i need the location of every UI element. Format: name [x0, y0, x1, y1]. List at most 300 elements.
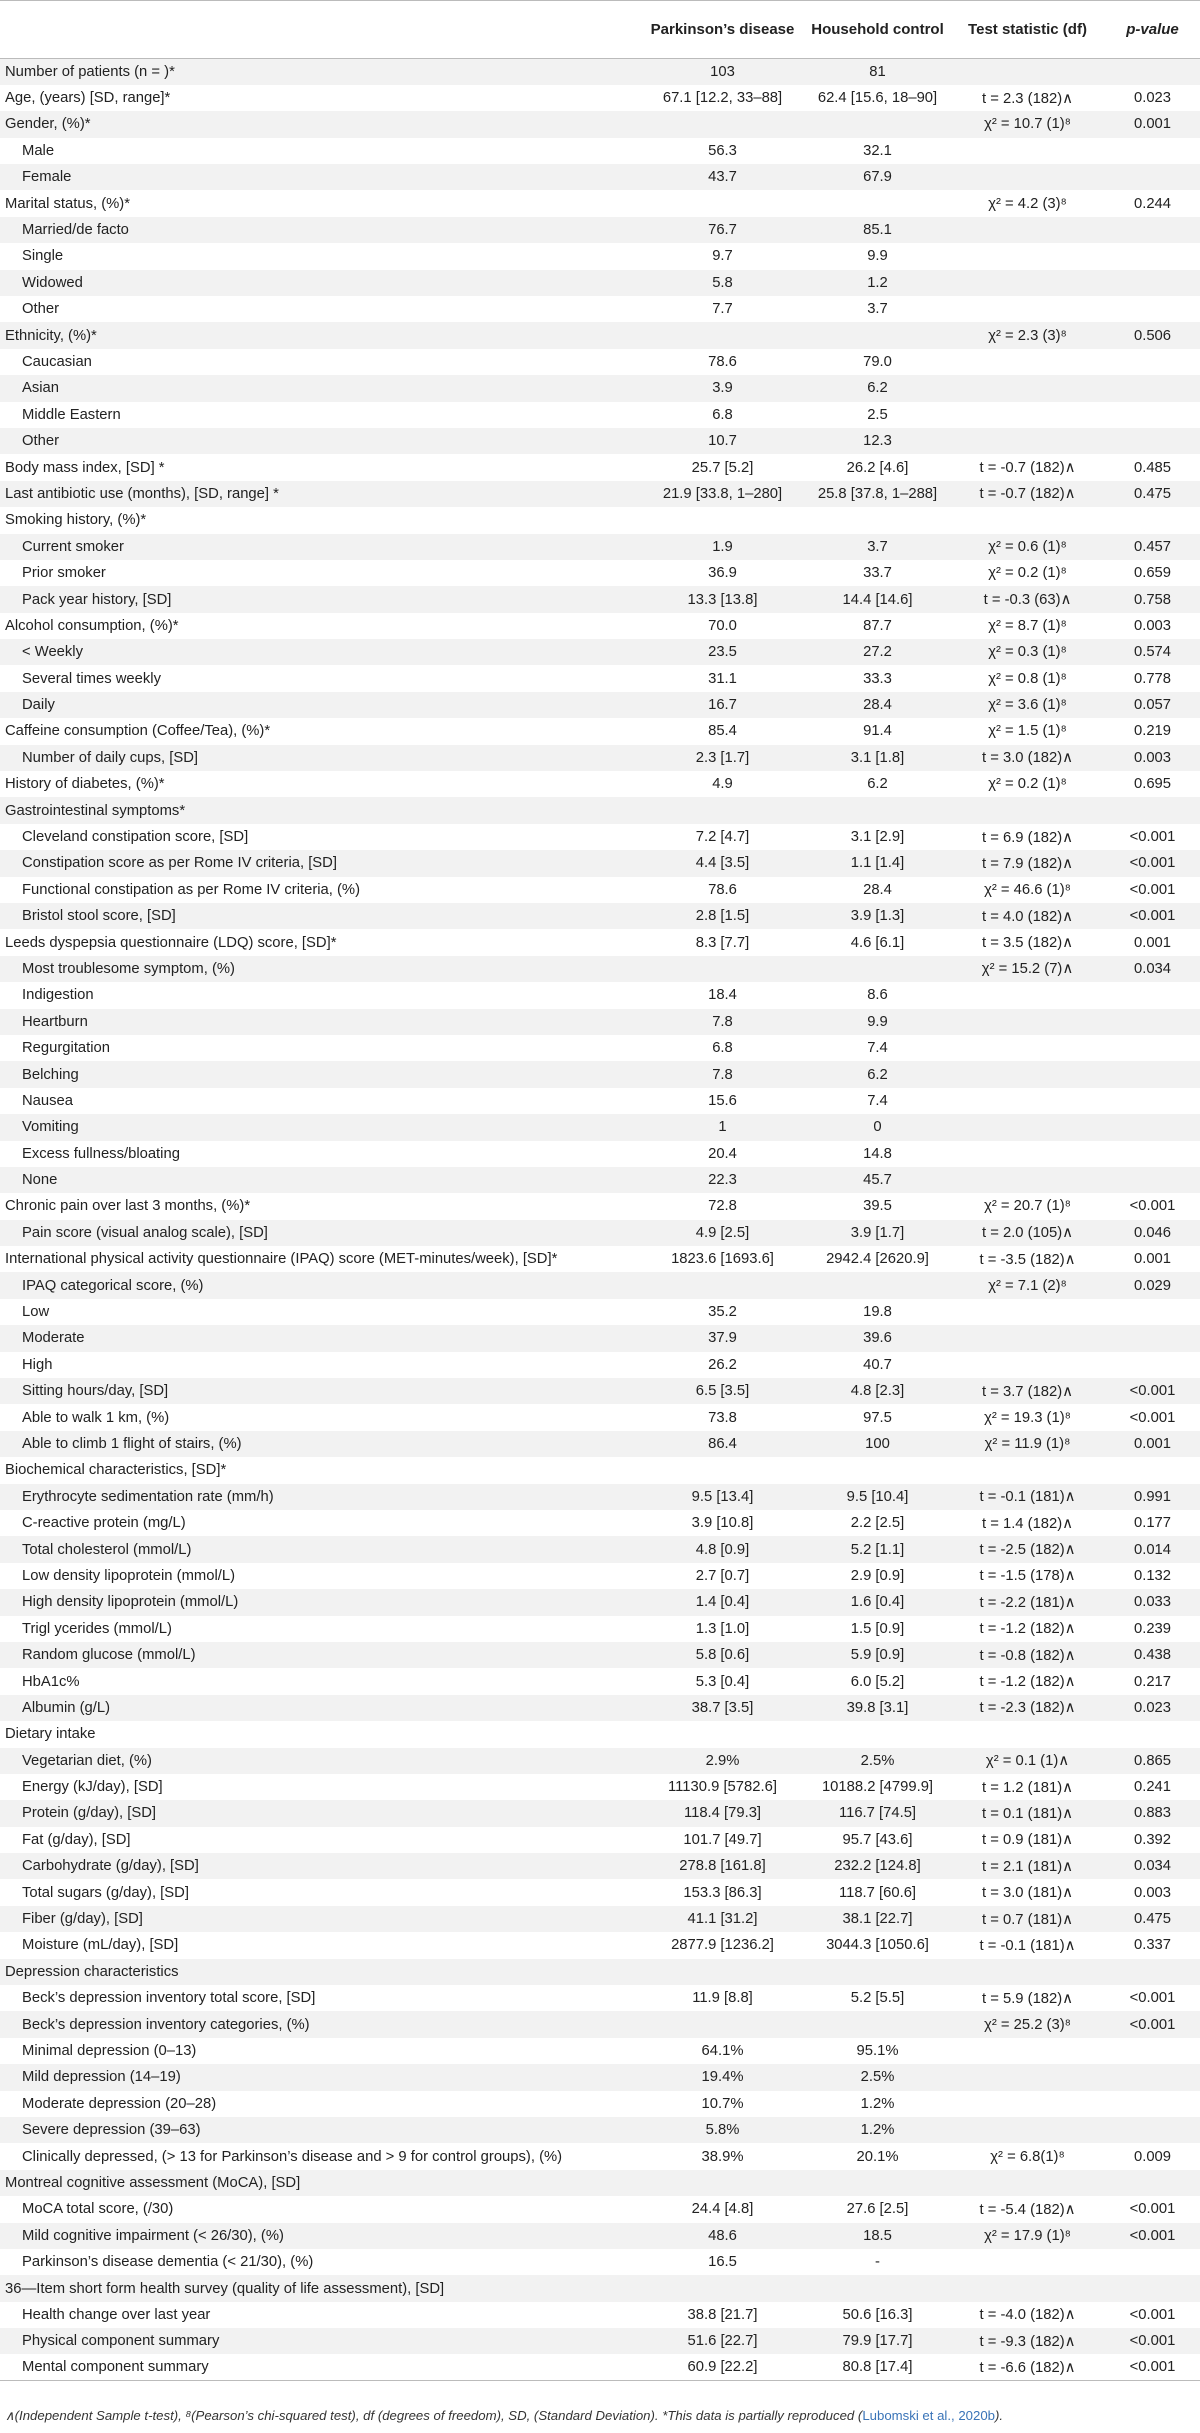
table-row: [0, 1193, 1200, 1219]
cell-p-value: 0.337: [1133, 1937, 1172, 1954]
cell-test-statistic: t = 2.1 (181)∧: [981, 1858, 1074, 1875]
cell-test-statistic: [950, 797, 1105, 823]
row-label: Pack year history, [SD]: [22, 591, 172, 608]
row-label: Smoking history, (%)*: [5, 512, 147, 529]
cell-parkinsons: 51.6 [22.7]: [687, 2333, 758, 2350]
table-row: [0, 1246, 1200, 1272]
cell-parkinsons: 41.1 [31.2]: [687, 1911, 758, 1928]
row-label: Mild cognitive impairment (< 26/30), (%): [22, 2227, 284, 2244]
row-label: Male: [22, 142, 55, 159]
cell-test-statistic: [950, 2249, 1105, 2275]
table-row: [0, 322, 1200, 348]
table-row: [0, 1272, 1200, 1298]
cell-test-statistic: t = 3.5 (182)∧: [981, 935, 1074, 952]
cell-p-value: [1105, 1167, 1200, 1193]
table-body: [0, 59, 1200, 2381]
row-label: Health change over last year: [22, 2306, 211, 2323]
cell-p-value: 0.485: [1133, 459, 1172, 476]
cell-p-value: [1105, 1352, 1200, 1378]
cell-test-statistic: [950, 2117, 1105, 2143]
table-row: [0, 1510, 1200, 1536]
cell-household-control: 27.2: [863, 644, 892, 661]
cell-parkinsons: 37.9: [708, 1330, 737, 1347]
row-label: International physical activity questionnaire (IPAQ) score (MET-minutes/week), [SD]*: [5, 1251, 558, 1268]
row-label: Carbohydrate (g/day), [SD]: [22, 1858, 199, 1875]
cell-test-statistic: t = 3.0 (182)∧: [981, 750, 1074, 767]
row-label: Moderate depression (20–28): [22, 2095, 217, 2112]
cell-test-statistic: χ² = 3.6 (1)⁸: [988, 697, 1067, 714]
cell-test-statistic: χ² = 20.7 (1)⁸: [984, 1198, 1071, 1215]
cell-p-value: <0.001: [1129, 2227, 1176, 2244]
cell-parkinsons: 2.3 [1.7]: [695, 749, 750, 766]
cell-household-control: 7.4: [867, 1092, 888, 1109]
table-row: [0, 1114, 1200, 1140]
row-label: Total cholesterol (mmol/L): [22, 1541, 192, 1558]
cell-p-value: [1105, 1457, 1200, 1483]
cell-parkinsons: 5.8%: [705, 2122, 740, 2139]
cell-parkinsons: [640, 1457, 805, 1483]
cell-test-statistic: [950, 982, 1105, 1008]
cell-test-statistic: t = 5.9 (182)∧: [981, 1990, 1074, 2007]
table-row: [0, 771, 1200, 797]
cell-p-value: 0.659: [1133, 565, 1172, 582]
cell-test-statistic: χ² = 2.3 (3)⁸: [988, 327, 1067, 344]
cell-test-statistic: t = -3.5 (182)∧: [979, 1251, 1076, 1268]
cell-household-control: 95.1%: [856, 2042, 899, 2059]
cell-test-statistic: χ² = 25.2 (3)⁸: [984, 2016, 1071, 2033]
table-row: [0, 560, 1200, 586]
row-label: Erythrocyte sedimentation rate (mm/h): [22, 1488, 274, 1505]
cell-test-statistic: χ² = 0.8 (1)⁸: [988, 670, 1067, 687]
cell-parkinsons: 38.9%: [701, 2148, 744, 2165]
cell-household-control: 6.2: [867, 380, 888, 397]
cell-p-value: 0.475: [1133, 485, 1172, 502]
cell-test-statistic: χ² = 0.2 (1)⁸: [988, 776, 1067, 793]
cell-parkinsons: 22.3: [708, 1172, 737, 1189]
cell-parkinsons: 7.2 [4.7]: [695, 829, 750, 846]
cell-test-statistic: [950, 1114, 1105, 1140]
cell-test-statistic: [950, 1325, 1105, 1351]
cell-parkinsons: 11130.9 [5782.6]: [668, 1779, 777, 1796]
cell-household-control: 118.7 [60.6]: [838, 1884, 917, 1901]
cell-p-value: 0.014: [1133, 1541, 1172, 1558]
cell-p-value: [1105, 2091, 1200, 2117]
cell-household-control: [805, 322, 950, 348]
row-label: Vegetarian diet, (%): [22, 1752, 152, 1769]
header-row: [0, 1, 1200, 59]
cell-p-value: <0.001: [1129, 2016, 1176, 2033]
table-row: [0, 692, 1200, 718]
cell-household-control: [805, 1457, 950, 1483]
table-row: [0, 138, 1200, 164]
row-label: Married/de facto: [22, 222, 129, 239]
cell-household-control: 39.6: [863, 1330, 892, 1347]
cell-household-control: 6.0 [5.2]: [850, 1673, 905, 1690]
cell-parkinsons: 6.8: [712, 406, 733, 423]
row-label: Marital status, (%)*: [5, 195, 130, 212]
header-household-control: Household control: [805, 1, 950, 59]
cell-household-control: 1.2: [867, 274, 888, 291]
cell-p-value: 0.009: [1133, 2148, 1172, 2165]
cell-p-value: 0.244: [1133, 195, 1172, 212]
cell-household-control: [805, 507, 950, 533]
cell-parkinsons: 20.4: [708, 1145, 737, 1162]
cell-household-control: [805, 1959, 950, 1985]
cell-parkinsons: 103: [710, 63, 735, 80]
footnote-reference-link[interactable]: Lubomski et al., 2020b: [862, 2408, 996, 2423]
table-row: [0, 1061, 1200, 1087]
cell-p-value: [1105, 349, 1200, 375]
cell-p-value: [1105, 1959, 1200, 1985]
cell-household-control: [805, 2275, 950, 2301]
cell-household-control: 39.8 [3.1]: [846, 1699, 909, 1716]
table-row: [0, 1352, 1200, 1378]
cell-test-statistic: t = -9.3 (182)∧: [979, 2333, 1076, 2350]
row-label: Cleveland constipation score, [SD]: [22, 829, 249, 846]
row-label: None: [22, 1172, 58, 1189]
cell-test-statistic: χ² = 4.2 (3)⁸: [988, 195, 1067, 212]
cell-parkinsons: 56.3: [708, 142, 737, 159]
cell-p-value: [1105, 1141, 1200, 1167]
cell-parkinsons: 13.3 [13.8]: [687, 591, 758, 608]
row-label: Regurgitation: [22, 1040, 111, 1057]
cell-p-value: 0.034: [1133, 1858, 1172, 1875]
row-label: Severe depression (39–63): [22, 2122, 201, 2139]
cell-p-value: 0.001: [1133, 1436, 1172, 1452]
cell-parkinsons: 4.9 [2.5]: [695, 1224, 750, 1241]
cell-household-control: 2.2 [2.5]: [850, 1515, 905, 1532]
cell-household-control: 62.4 [15.6, 18–90]: [817, 90, 938, 107]
table-row: [0, 1404, 1200, 1430]
cell-test-statistic: χ² = 10.7 (1)⁸: [984, 116, 1071, 133]
cell-household-control: 4.6 [6.1]: [850, 934, 905, 951]
row-label: Low density lipoprotein (mmol/L): [22, 1567, 236, 1584]
cell-p-value: 0.883: [1133, 1805, 1172, 1822]
cell-household-control: 5.2 [5.5]: [850, 1990, 905, 2007]
cell-parkinsons: 78.6: [708, 881, 737, 898]
cell-test-statistic: χ² = 8.7 (1)⁸: [988, 617, 1067, 634]
table-row: [0, 59, 1200, 85]
row-label: Random glucose (mmol/L): [22, 1647, 196, 1664]
cell-test-statistic: t = 2.3 (182)∧: [981, 90, 1074, 107]
cell-test-statistic: [950, 507, 1105, 533]
cell-household-control: 28.4: [863, 697, 892, 714]
table-row: [0, 1431, 1200, 1457]
row-label: Prior smoker: [22, 565, 106, 582]
cell-p-value: 0.023: [1133, 1699, 1172, 1716]
cell-p-value: <0.001: [1105, 2354, 1200, 2380]
table-row: [0, 1088, 1200, 1114]
cell-household-control: 100: [865, 1436, 890, 1452]
cell-p-value: [1105, 2117, 1200, 2143]
cell-household-control: 3.7: [867, 538, 888, 555]
cell-p-value: 0.057: [1133, 697, 1172, 714]
row-label: High density lipoprotein (mmol/L): [22, 1594, 239, 1611]
row-label: Excess fullness/bloating: [22, 1145, 180, 1162]
table-row: [0, 1536, 1200, 1562]
cell-parkinsons: 4.4 [3.5]: [695, 855, 750, 872]
row-label: High: [22, 1356, 53, 1373]
cell-household-control: 32.1: [863, 142, 892, 159]
table-row: [0, 1642, 1200, 1668]
cell-test-statistic: [950, 349, 1105, 375]
cell-test-statistic: [950, 2091, 1105, 2117]
cell-p-value: [1105, 1299, 1200, 1325]
footnote: [5, 2408, 1003, 2424]
row-label: Asian: [22, 380, 60, 397]
table-row: [0, 1827, 1200, 1853]
cell-test-statistic: [950, 1457, 1105, 1483]
table-row: [0, 190, 1200, 216]
row-label: HbA1c%: [22, 1673, 80, 1690]
cell-test-statistic: χ² = 0.3 (1)⁸: [988, 644, 1067, 661]
cell-household-control: 1.6 [0.4]: [850, 1594, 905, 1611]
cell-test-statistic: [950, 2038, 1105, 2064]
row-label: Gastrointestinal symptoms*: [5, 802, 186, 819]
cell-household-control: 1.2%: [860, 2122, 895, 2139]
row-label: MoCA total score, (/30): [22, 2201, 174, 2218]
cell-parkinsons: 6.5 [3.5]: [695, 1383, 750, 1400]
cell-p-value: 0.132: [1133, 1567, 1172, 1584]
cell-household-control: [805, 956, 950, 982]
table-row: [0, 613, 1200, 639]
row-label: Beck’s depression inventory total score, [SD]: [22, 1990, 316, 2007]
table-row: [0, 1141, 1200, 1167]
row-label: Minimal depression (0–13): [22, 2042, 197, 2059]
cell-parkinsons: 21.9 [33.8, 1–280]: [662, 485, 783, 502]
cell-household-control: 40.7: [863, 1356, 892, 1373]
row-label: Physical component summary: [22, 2333, 220, 2350]
row-label: Low: [22, 1304, 50, 1321]
row-label: Fiber (g/day), [SD]: [22, 1911, 143, 1928]
cell-p-value: [1105, 243, 1200, 269]
cell-household-control: 27.6 [2.5]: [846, 2201, 909, 2218]
cell-parkinsons: 19.4%: [701, 2069, 744, 2086]
cell-p-value: 0.001: [1133, 1251, 1172, 1268]
cell-household-control: 14.4 [14.6]: [842, 591, 913, 608]
cell-p-value: 0.758: [1133, 591, 1172, 608]
row-label: Vomiting: [22, 1119, 79, 1136]
cell-test-statistic: χ² = 1.5 (1)⁸: [988, 723, 1067, 740]
cell-parkinsons: 73.8: [708, 1409, 737, 1426]
cell-parkinsons: 31.1: [708, 670, 737, 687]
cell-p-value: 0.865: [1133, 1752, 1172, 1769]
cell-parkinsons: 48.6: [708, 2227, 737, 2244]
cell-household-control: 87.7: [863, 617, 892, 634]
row-label: Single: [22, 248, 64, 265]
cell-test-statistic: t = -1.5 (178)∧: [979, 1568, 1076, 1585]
cell-parkinsons: 85.4: [708, 723, 737, 740]
cell-p-value: 0.003: [1133, 749, 1172, 766]
cell-p-value: <0.001: [1129, 1383, 1176, 1400]
cell-p-value: 0.241: [1133, 1779, 1172, 1796]
cell-p-value: [1105, 797, 1200, 823]
cell-p-value: [1105, 296, 1200, 322]
cell-household-control: 3.9 [1.3]: [850, 908, 905, 925]
row-label: Number of daily cups, [SD]: [22, 749, 198, 766]
cell-test-statistic: [950, 1061, 1105, 1087]
table-row: [0, 1220, 1200, 1246]
cell-parkinsons: 10.7: [708, 433, 737, 450]
table-row: [0, 2275, 1200, 2301]
cell-household-control: 19.8: [863, 1304, 892, 1321]
cell-p-value: 0.003: [1133, 1884, 1172, 1901]
cell-parkinsons: 26.2: [708, 1356, 737, 1373]
cell-test-statistic: [950, 2275, 1105, 2301]
table-row: [0, 1959, 1200, 1985]
cell-test-statistic: χ² = 0.2 (1)⁸: [988, 565, 1067, 582]
cell-test-statistic: t = 0.1 (181)∧: [981, 1805, 1074, 1822]
table-row: [0, 2196, 1200, 2222]
row-label: Leeds dyspepsia questionnaire (LDQ) score, [SD]*: [5, 934, 337, 951]
cell-parkinsons: 25.7 [5.2]: [691, 459, 754, 476]
cell-parkinsons: 6.8: [712, 1040, 733, 1057]
cell-test-statistic: [950, 402, 1105, 428]
cell-parkinsons: 18.4: [708, 987, 737, 1004]
cell-parkinsons: 36.9: [708, 565, 737, 582]
row-label: Number of patients (n = )*: [5, 63, 175, 80]
cell-household-control: 14.8: [863, 1145, 892, 1162]
cell-parkinsons: 9.7: [712, 248, 733, 265]
row-label: Sitting hours/day, [SD]: [22, 1383, 169, 1400]
header-variable: [0, 1, 640, 59]
row-label: Female: [22, 169, 72, 186]
cell-parkinsons: [640, 1721, 805, 1747]
cell-p-value: 0.219: [1133, 723, 1172, 740]
cell-parkinsons: [640, 956, 805, 982]
cell-parkinsons: [640, 507, 805, 533]
cell-p-value: 0.046: [1133, 1224, 1172, 1241]
cell-parkinsons: 1.9: [712, 538, 733, 555]
cell-household-control: 1.2%: [860, 2095, 895, 2112]
table-row: [0, 2117, 1200, 2143]
cell-parkinsons: 11.9 [8.8]: [692, 1990, 753, 2007]
cell-parkinsons: 72.8: [708, 1198, 737, 1215]
cell-p-value: [1105, 59, 1200, 85]
table-row: [0, 718, 1200, 744]
row-label: Protein (g/day), [SD]: [22, 1805, 157, 1822]
row-label: C-reactive protein (mg/L): [22, 1515, 186, 1532]
row-label: Bristol stool score, [SD]: [22, 908, 176, 925]
cell-parkinsons: 4.8 [0.9]: [695, 1541, 750, 1558]
cell-parkinsons: 7.8: [712, 1013, 733, 1030]
cell-test-statistic: χ² = 19.3 (1)⁸: [984, 1409, 1071, 1426]
cell-household-control: 5.9 [0.9]: [850, 1647, 905, 1664]
table-row: [0, 639, 1200, 665]
row-label: Last antibiotic use (months), [SD, range] *: [5, 485, 279, 502]
cell-household-control: [805, 2011, 950, 2037]
row-label: Able to climb 1 flight of stairs, (%): [22, 1436, 242, 1452]
table-row: [0, 111, 1200, 137]
cell-p-value: 0.023: [1133, 90, 1172, 107]
row-label: Montreal cognitive assessment (MoCA), [SD]: [5, 2174, 301, 2191]
cell-parkinsons: 86.4: [708, 1436, 737, 1452]
row-label: Daily: [22, 697, 55, 714]
cell-p-value: 0.029: [1133, 1277, 1172, 1294]
table-row: [0, 2249, 1200, 2275]
cell-household-control: 3044.3 [1050.6]: [826, 1937, 929, 1954]
cell-household-control: 8.6: [867, 987, 888, 1004]
row-label: Parkinson’s disease dementia (< 21/30), (%): [22, 2254, 314, 2271]
row-label: Other: [22, 433, 60, 450]
cell-parkinsons: 38.7 [3.5]: [691, 1699, 754, 1716]
cell-parkinsons: 24.4 [4.8]: [691, 2201, 754, 2218]
cell-household-control: 0: [873, 1119, 882, 1136]
cell-test-statistic: [950, 1299, 1105, 1325]
cell-parkinsons: 4.9: [712, 776, 733, 793]
cell-p-value: 0.034: [1133, 960, 1172, 977]
cell-test-statistic: [950, 296, 1105, 322]
header-p-value: p-value: [1105, 1, 1200, 59]
cell-p-value: <0.001: [1129, 2201, 1176, 2218]
cell-household-control: 9.5 [10.4]: [846, 1488, 909, 1505]
row-label: Dietary intake: [5, 1726, 96, 1743]
table-row: [0, 929, 1200, 955]
cell-household-control: [805, 797, 950, 823]
cell-household-control: 9.9: [867, 1013, 888, 1030]
cell-p-value: [1105, 138, 1200, 164]
cell-household-control: 5.2 [1.1]: [850, 1541, 905, 1558]
row-label: Current smoker: [22, 538, 124, 555]
row-label: Ethnicity, (%)*: [5, 327, 97, 344]
row-label: Albumin (g/L): [22, 1699, 110, 1716]
cell-household-control: 12.3: [863, 433, 892, 450]
cell-p-value: [1105, 2170, 1200, 2196]
table-row: [0, 217, 1200, 243]
cell-p-value: [1105, 2249, 1200, 2275]
table-row: [0, 1985, 1200, 2011]
table-row: [0, 1589, 1200, 1615]
cell-p-value: <0.001: [1129, 829, 1176, 846]
cell-household-control: 50.6 [16.3]: [842, 2306, 913, 2323]
header-test-statistic: Test statistic (df): [950, 1, 1105, 59]
cell-household-control: 95.7 [43.6]: [842, 1831, 913, 1848]
cell-parkinsons: 3.9: [712, 380, 733, 397]
cell-parkinsons: 2877.9 [1236.2]: [671, 1937, 774, 1954]
row-label: Total sugars (g/day), [SD]: [22, 1884, 189, 1901]
cell-p-value: 0.506: [1133, 327, 1172, 344]
cell-household-control: 1.1 [1.4]: [850, 855, 905, 872]
cell-test-statistic: [950, 59, 1105, 85]
cell-parkinsons: 15.6: [708, 1092, 737, 1109]
cell-p-value: [1105, 1061, 1200, 1087]
cell-household-control: 2.9 [0.9]: [850, 1567, 905, 1584]
cell-parkinsons: [640, 111, 805, 137]
table-row: [0, 507, 1200, 533]
row-label: Biochemical characteristics, [SD]*: [5, 1462, 227, 1479]
cell-test-statistic: [950, 138, 1105, 164]
table-row: [0, 1009, 1200, 1035]
table-row: [0, 349, 1200, 375]
cell-p-value: [1105, 507, 1200, 533]
cell-household-control: 20.1%: [856, 2148, 899, 2165]
row-label: Other: [22, 301, 60, 318]
cell-test-statistic: [950, 164, 1105, 190]
cell-household-control: 67.9: [863, 169, 892, 186]
cell-p-value: 0.475: [1133, 1911, 1172, 1928]
row-label: Moderate: [22, 1330, 85, 1347]
cell-p-value: 0.003: [1133, 617, 1172, 634]
cell-test-statistic: [950, 1721, 1105, 1747]
cell-test-statistic: t = 1.4 (182)∧: [981, 1515, 1074, 1532]
cell-household-control: 25.8 [37.8, 1–288]: [817, 485, 938, 502]
cell-parkinsons: [640, 1272, 805, 1298]
row-label: Constipation score as per Rome IV criteria, [SD]: [22, 855, 337, 872]
row-label: History of diabetes, (%)*: [5, 776, 165, 793]
cell-household-control: 91.4: [863, 723, 892, 740]
cell-parkinsons: 60.9 [22.2]: [640, 2354, 805, 2380]
row-label: Clinically depressed, (> 13 for Parkinson’s disease and > 9 for control groups), (%): [22, 2148, 563, 2165]
